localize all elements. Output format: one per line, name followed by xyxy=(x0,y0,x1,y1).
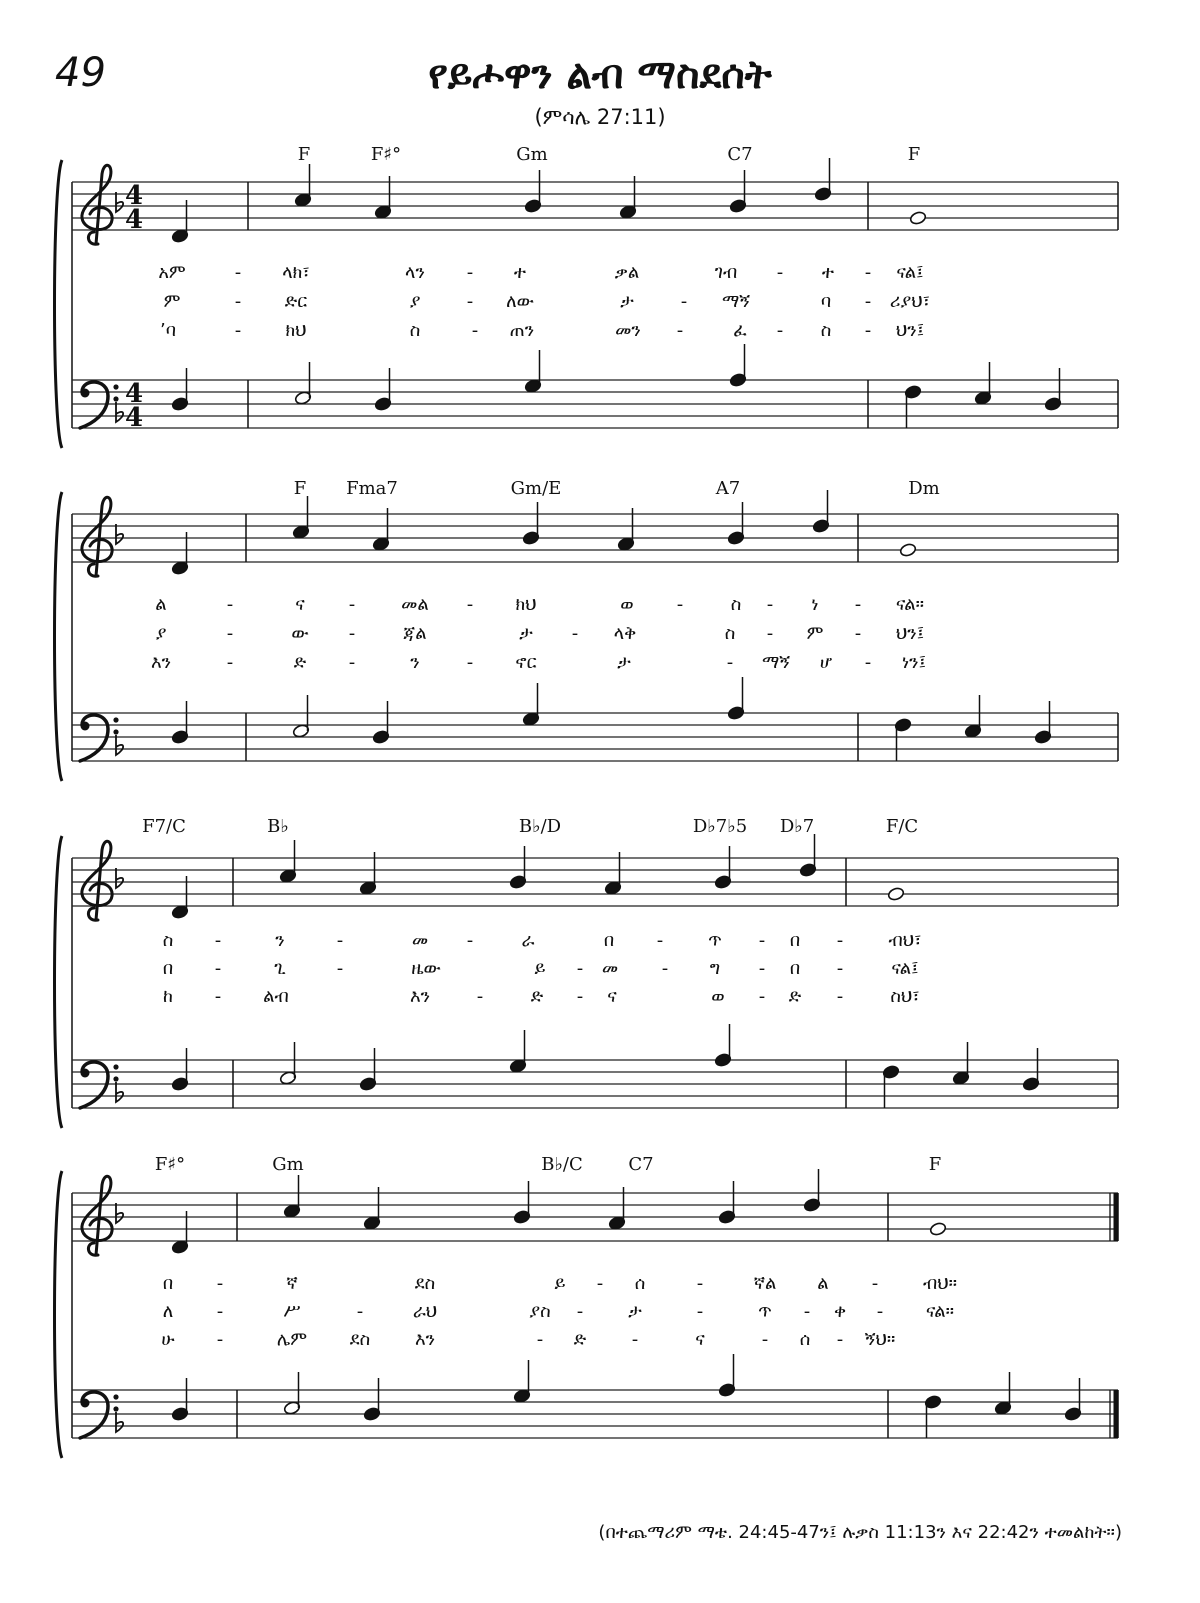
system-bracket xyxy=(55,492,63,781)
lyric-syllable: ተ xyxy=(513,262,527,283)
lyric-syllable: ኛ xyxy=(286,1273,298,1294)
lyric-syllable: ’ባ xyxy=(159,320,177,341)
system-4 xyxy=(55,1154,1119,1458)
lyric-syllable: - xyxy=(836,1329,844,1350)
lyric-syllable: - xyxy=(836,930,844,951)
lyric-syllable: - xyxy=(536,1329,544,1350)
lyric-syllable: - xyxy=(226,594,234,615)
lyric-syllable: - xyxy=(576,986,584,1007)
lyric-syllable: - xyxy=(234,291,242,312)
lyric-syllable: - xyxy=(766,623,774,644)
lyric-syllable: ወ xyxy=(711,986,725,1007)
lyric-syllable: ሰ xyxy=(634,1273,646,1294)
lyric-syllable: ድ xyxy=(293,652,307,673)
lyric-syllable: ን xyxy=(410,652,420,673)
lyric-syllable: መል xyxy=(401,594,429,615)
lyric-syllable: ታ xyxy=(519,623,533,644)
key-signature-flat xyxy=(116,735,123,755)
lyric-syllable: ስ xyxy=(162,930,174,951)
lyric-syllable: ነን፤ xyxy=(902,652,926,673)
note-head xyxy=(929,1222,947,1237)
key-signature-flat xyxy=(116,1412,123,1432)
time-signature-top: 4 xyxy=(124,379,144,409)
lyric-syllable: ህን፤ xyxy=(895,320,925,341)
lyric-syllable: ታ xyxy=(617,652,631,673)
lyric-syllable: - xyxy=(348,652,356,673)
lyric-syllable: ገብ xyxy=(714,262,738,283)
bass-clef-dot xyxy=(113,1406,118,1411)
bass-clef-dot xyxy=(113,1076,118,1081)
lyric-syllable: ኛል xyxy=(753,1273,777,1294)
footnote: (በተጨማሪም ማቴ. 24:45-47ን፤ ሉቃስ 11:13ን እና 22:42ን ተመልከት።) xyxy=(598,1522,1122,1543)
lyric-syllable: - xyxy=(234,262,242,283)
lyric-syllable: - xyxy=(576,1301,584,1322)
lyric-syllable: ድር xyxy=(284,291,308,312)
bass-clef-dot xyxy=(81,389,90,398)
chord-symbol: Gm xyxy=(272,1154,304,1175)
bass-clef-dot xyxy=(81,1399,90,1408)
time-signature-top: 4 xyxy=(124,181,144,211)
lyric-syllable: - xyxy=(466,262,474,283)
lyric-syllable: - xyxy=(466,291,474,312)
lyric-syllable: ጥ xyxy=(758,1301,772,1322)
lyric-syllable: ይ xyxy=(534,958,546,979)
lyric-syllable: ጃል xyxy=(403,623,427,644)
chord-symbol: Gm xyxy=(516,144,548,165)
lyric-syllable: ለ xyxy=(162,1301,174,1322)
lyric-syllable: - xyxy=(864,652,872,673)
chord-symbol: D♭7♭5 xyxy=(692,816,748,837)
bass-clef-dot xyxy=(113,717,118,722)
lyric-syllable: - xyxy=(226,652,234,673)
bass-clef-dot xyxy=(113,729,118,734)
chord-symbol: B♭/C xyxy=(541,1154,583,1175)
chord-symbol: F xyxy=(928,1154,942,1175)
lyric-syllable: ል xyxy=(817,1273,829,1294)
lyric-syllable: ማኝ xyxy=(761,652,791,673)
treble-clef xyxy=(82,1176,112,1255)
lyric-syllable: ሥ xyxy=(283,1301,301,1322)
song-number: 49 xyxy=(55,50,106,96)
key-signature-flat xyxy=(116,1082,123,1102)
lyric-syllable: ቃል xyxy=(614,262,640,283)
lyric-syllable: - xyxy=(776,262,784,283)
system-bracket xyxy=(55,836,63,1128)
lyric-syllable: ብህ፣ xyxy=(888,930,922,951)
lyric-syllable: ታ xyxy=(628,1301,642,1322)
lyric-syllable: መ xyxy=(411,930,429,951)
lyric-syllable: - xyxy=(214,986,222,1007)
lyric-syllable: - xyxy=(336,958,344,979)
lyric-syllable: - xyxy=(216,1329,224,1350)
lyric-syllable: - xyxy=(656,930,664,951)
key-signature-flat xyxy=(116,1203,123,1223)
lyric-syllable: - xyxy=(466,652,474,673)
lyric-syllable: - xyxy=(680,291,688,312)
lyric-syllable: - xyxy=(758,986,766,1007)
lyric-syllable: ላን xyxy=(405,262,425,283)
lyric-syllable: - xyxy=(876,1301,884,1322)
lyric-syllable: ቀ xyxy=(833,1301,847,1322)
lyric-syllable: ጠን xyxy=(509,320,535,341)
lyric-syllable: ስ xyxy=(409,320,421,341)
bass-clef-dot xyxy=(113,1064,118,1069)
lyric-syllable: - xyxy=(696,1273,704,1294)
lyric-syllable: ጊ xyxy=(274,958,286,979)
lyric-syllable: - xyxy=(466,594,474,615)
lyric-syllable: ራ xyxy=(521,930,535,951)
lyric-syllable: ና xyxy=(295,594,305,615)
chord-symbol: A7 xyxy=(715,478,741,499)
lyric-syllable: - xyxy=(726,652,734,673)
lyric-syllable: - xyxy=(836,958,844,979)
lyric-syllable: በ xyxy=(789,930,801,951)
bass-clef-dot xyxy=(81,722,90,731)
lyric-syllable: ው xyxy=(291,623,309,644)
lyric-syllable: ጥ xyxy=(708,930,722,951)
lyric-syllable: ሁ xyxy=(161,1329,175,1350)
lyric-syllable: ተ xyxy=(821,262,835,283)
lyric-syllable: አም xyxy=(158,262,186,283)
lyric-syllable: ና xyxy=(607,986,617,1007)
lyric-syllable: እን xyxy=(409,986,431,1007)
system-bracket xyxy=(55,160,63,448)
lyric-syllable: ልብ xyxy=(263,986,289,1007)
chord-symbol: F xyxy=(297,144,311,165)
chord-symbol: C7 xyxy=(628,1154,654,1175)
chord-symbol: Dm xyxy=(908,478,940,499)
system-1 xyxy=(55,144,1119,448)
lyric-syllable: በ xyxy=(789,958,801,979)
lyric-syllable: - xyxy=(596,1273,604,1294)
song-title: የይሖዋን ልብ ማስደሰት xyxy=(428,52,772,98)
chord-symbol: F♯° xyxy=(370,144,402,165)
bass-clef-dot xyxy=(81,1069,90,1078)
lyric-syllable: በ xyxy=(162,1273,174,1294)
chord-symbol: F/C xyxy=(885,816,919,837)
system-bracket xyxy=(55,1171,63,1458)
lyric-syllable: ስ xyxy=(724,623,736,644)
key-signature-flat xyxy=(116,524,123,544)
lyric-syllable: ሆ xyxy=(819,652,833,673)
lyric-syllable: - xyxy=(758,930,766,951)
lyric-syllable: - xyxy=(214,958,222,979)
lyric-syllable: ል xyxy=(155,594,167,615)
lyric-syllable: ን xyxy=(275,930,285,951)
lyric-syllable: ክህ xyxy=(515,594,537,615)
chord-symbol: Gm/E xyxy=(510,478,562,499)
lyric-syllable: ኖር xyxy=(515,652,537,673)
lyric-syllable: - xyxy=(226,623,234,644)
lyric-syllable: - xyxy=(348,623,356,644)
lyric-syllable: ላቅ xyxy=(613,623,637,644)
note-head xyxy=(887,887,905,902)
lyric-syllable: ስህ፣ xyxy=(890,986,920,1007)
chord-symbol: B♭/D xyxy=(518,816,562,837)
bass-clef-dot xyxy=(113,396,118,401)
lyric-syllable: - xyxy=(466,930,474,951)
lyric-syllable: ባ xyxy=(820,291,832,312)
lyric-syllable: ወ xyxy=(620,594,634,615)
lyric-syllable: ክህ xyxy=(285,320,307,341)
lyric-syllable: ኝህ። xyxy=(864,1329,896,1350)
lyric-syllable: - xyxy=(864,320,872,341)
lyric-syllable: መ xyxy=(601,958,619,979)
system-2 xyxy=(55,478,1119,781)
lyric-syllable: ሰ xyxy=(799,1329,811,1350)
lyric-syllable: - xyxy=(234,320,242,341)
lyric-syllable: ፈ xyxy=(733,320,747,341)
chord-symbol: B♭ xyxy=(267,816,289,837)
lyric-syllable: ማኝ xyxy=(721,291,751,312)
lyric-syllable: - xyxy=(476,986,484,1007)
lyric-syllable: - xyxy=(571,623,579,644)
key-signature-flat xyxy=(116,192,123,212)
chord-symbol: F7/C xyxy=(142,816,186,837)
chord-symbol: F xyxy=(293,478,307,499)
lyric-syllable: - xyxy=(836,986,844,1007)
lyric-syllable: ዜው xyxy=(411,958,441,979)
lyric-syllable: በ xyxy=(603,930,615,951)
lyric-syllable: ነ xyxy=(811,594,819,615)
lyric-syllable: - xyxy=(776,320,784,341)
lyric-syllable: ስ xyxy=(730,594,742,615)
lyric-syllable: ህን፤ xyxy=(895,623,925,644)
lyric-syllable: ድ xyxy=(788,986,802,1007)
chord-symbol: F♯° xyxy=(154,1154,186,1175)
lyric-syllable: ስ xyxy=(820,320,832,341)
lyric-syllable: ና xyxy=(695,1329,705,1350)
lyric-syllable: ግ xyxy=(709,958,721,979)
treble-clef xyxy=(82,497,112,576)
chord-symbol: Fma7 xyxy=(346,478,398,499)
lyric-syllable: ናል፤ xyxy=(896,262,924,283)
lyric-syllable: ያ xyxy=(155,623,167,644)
note-head xyxy=(909,211,927,226)
key-signature-flat xyxy=(116,402,123,422)
bass-clef-dot xyxy=(113,384,118,389)
lyric-syllable: - xyxy=(348,594,356,615)
lyric-syllable: ያ xyxy=(409,291,421,312)
lyric-syllable: ሌም xyxy=(276,1329,308,1350)
lyric-syllable: ራህ xyxy=(412,1301,438,1322)
lyric-syllable: - xyxy=(661,958,669,979)
lyric-syllable: - xyxy=(871,1273,879,1294)
note-head xyxy=(899,543,917,558)
lyric-syllable: - xyxy=(676,320,684,341)
lyric-syllable: - xyxy=(214,930,222,951)
lyric-syllable: - xyxy=(864,291,872,312)
lyric-syllable: - xyxy=(676,594,684,615)
lyric-syllable: ላክ፣ xyxy=(282,262,310,283)
lyric-syllable: በ xyxy=(162,958,174,979)
chord-symbol: D♭7 xyxy=(779,816,815,837)
lyric-syllable: እን xyxy=(150,652,172,673)
lyric-syllable: - xyxy=(854,623,862,644)
lyric-syllable: ድ xyxy=(530,986,544,1007)
lyric-syllable: ብህ። xyxy=(922,1273,958,1294)
lyric-syllable: ናል። xyxy=(895,594,925,615)
lyric-syllable: ታ xyxy=(620,291,634,312)
lyric-syllable: - xyxy=(761,1329,769,1350)
lyric-syllable: ከ xyxy=(163,986,173,1007)
lyric-syllable: - xyxy=(854,594,862,615)
treble-clef xyxy=(82,165,112,244)
bass-clef-dot xyxy=(113,1394,118,1399)
lyric-syllable: - xyxy=(766,594,774,615)
lyric-syllable: - xyxy=(696,1301,704,1322)
lyric-syllable: - xyxy=(471,320,479,341)
lyric-syllable: ድ xyxy=(573,1329,587,1350)
lyric-syllable: - xyxy=(216,1273,224,1294)
lyric-syllable: ደስ xyxy=(349,1329,371,1350)
lyric-syllable: መን xyxy=(615,320,641,341)
lyric-syllable: - xyxy=(864,262,872,283)
chord-symbol: C7 xyxy=(727,144,753,165)
time-signature-bottom: 4 xyxy=(124,403,144,433)
lyric-syllable: ናል። xyxy=(925,1301,955,1322)
key-signature-flat xyxy=(116,868,123,888)
lyric-syllable: ናል፤ xyxy=(891,958,919,979)
lyric-syllable: ያስ xyxy=(529,1301,551,1322)
lyric-syllable: ይ xyxy=(554,1273,566,1294)
lyric-syllable: ለው xyxy=(506,291,534,312)
time-signature-bottom: 4 xyxy=(124,205,144,235)
lyric-syllable: እን xyxy=(414,1329,436,1350)
lyric-syllable: - xyxy=(758,958,766,979)
lyric-syllable: - xyxy=(356,1301,364,1322)
lyric-syllable: ደስ xyxy=(414,1273,436,1294)
lyric-syllable: - xyxy=(803,1301,811,1322)
lyric-syllable: - xyxy=(631,1329,639,1350)
scripture-reference: (ምሳሌ 27:11) xyxy=(534,105,666,129)
lyric-syllable: ም xyxy=(806,623,824,644)
lyric-syllable: - xyxy=(216,1301,224,1322)
lyric-syllable: - xyxy=(336,930,344,951)
lyric-syllable: ሪያህ፣ xyxy=(889,291,931,312)
chord-symbol: F xyxy=(907,144,921,165)
system-3 xyxy=(55,816,1119,1128)
lyric-syllable: ም xyxy=(163,291,181,312)
treble-clef xyxy=(82,841,112,920)
lyric-syllable: - xyxy=(576,958,584,979)
